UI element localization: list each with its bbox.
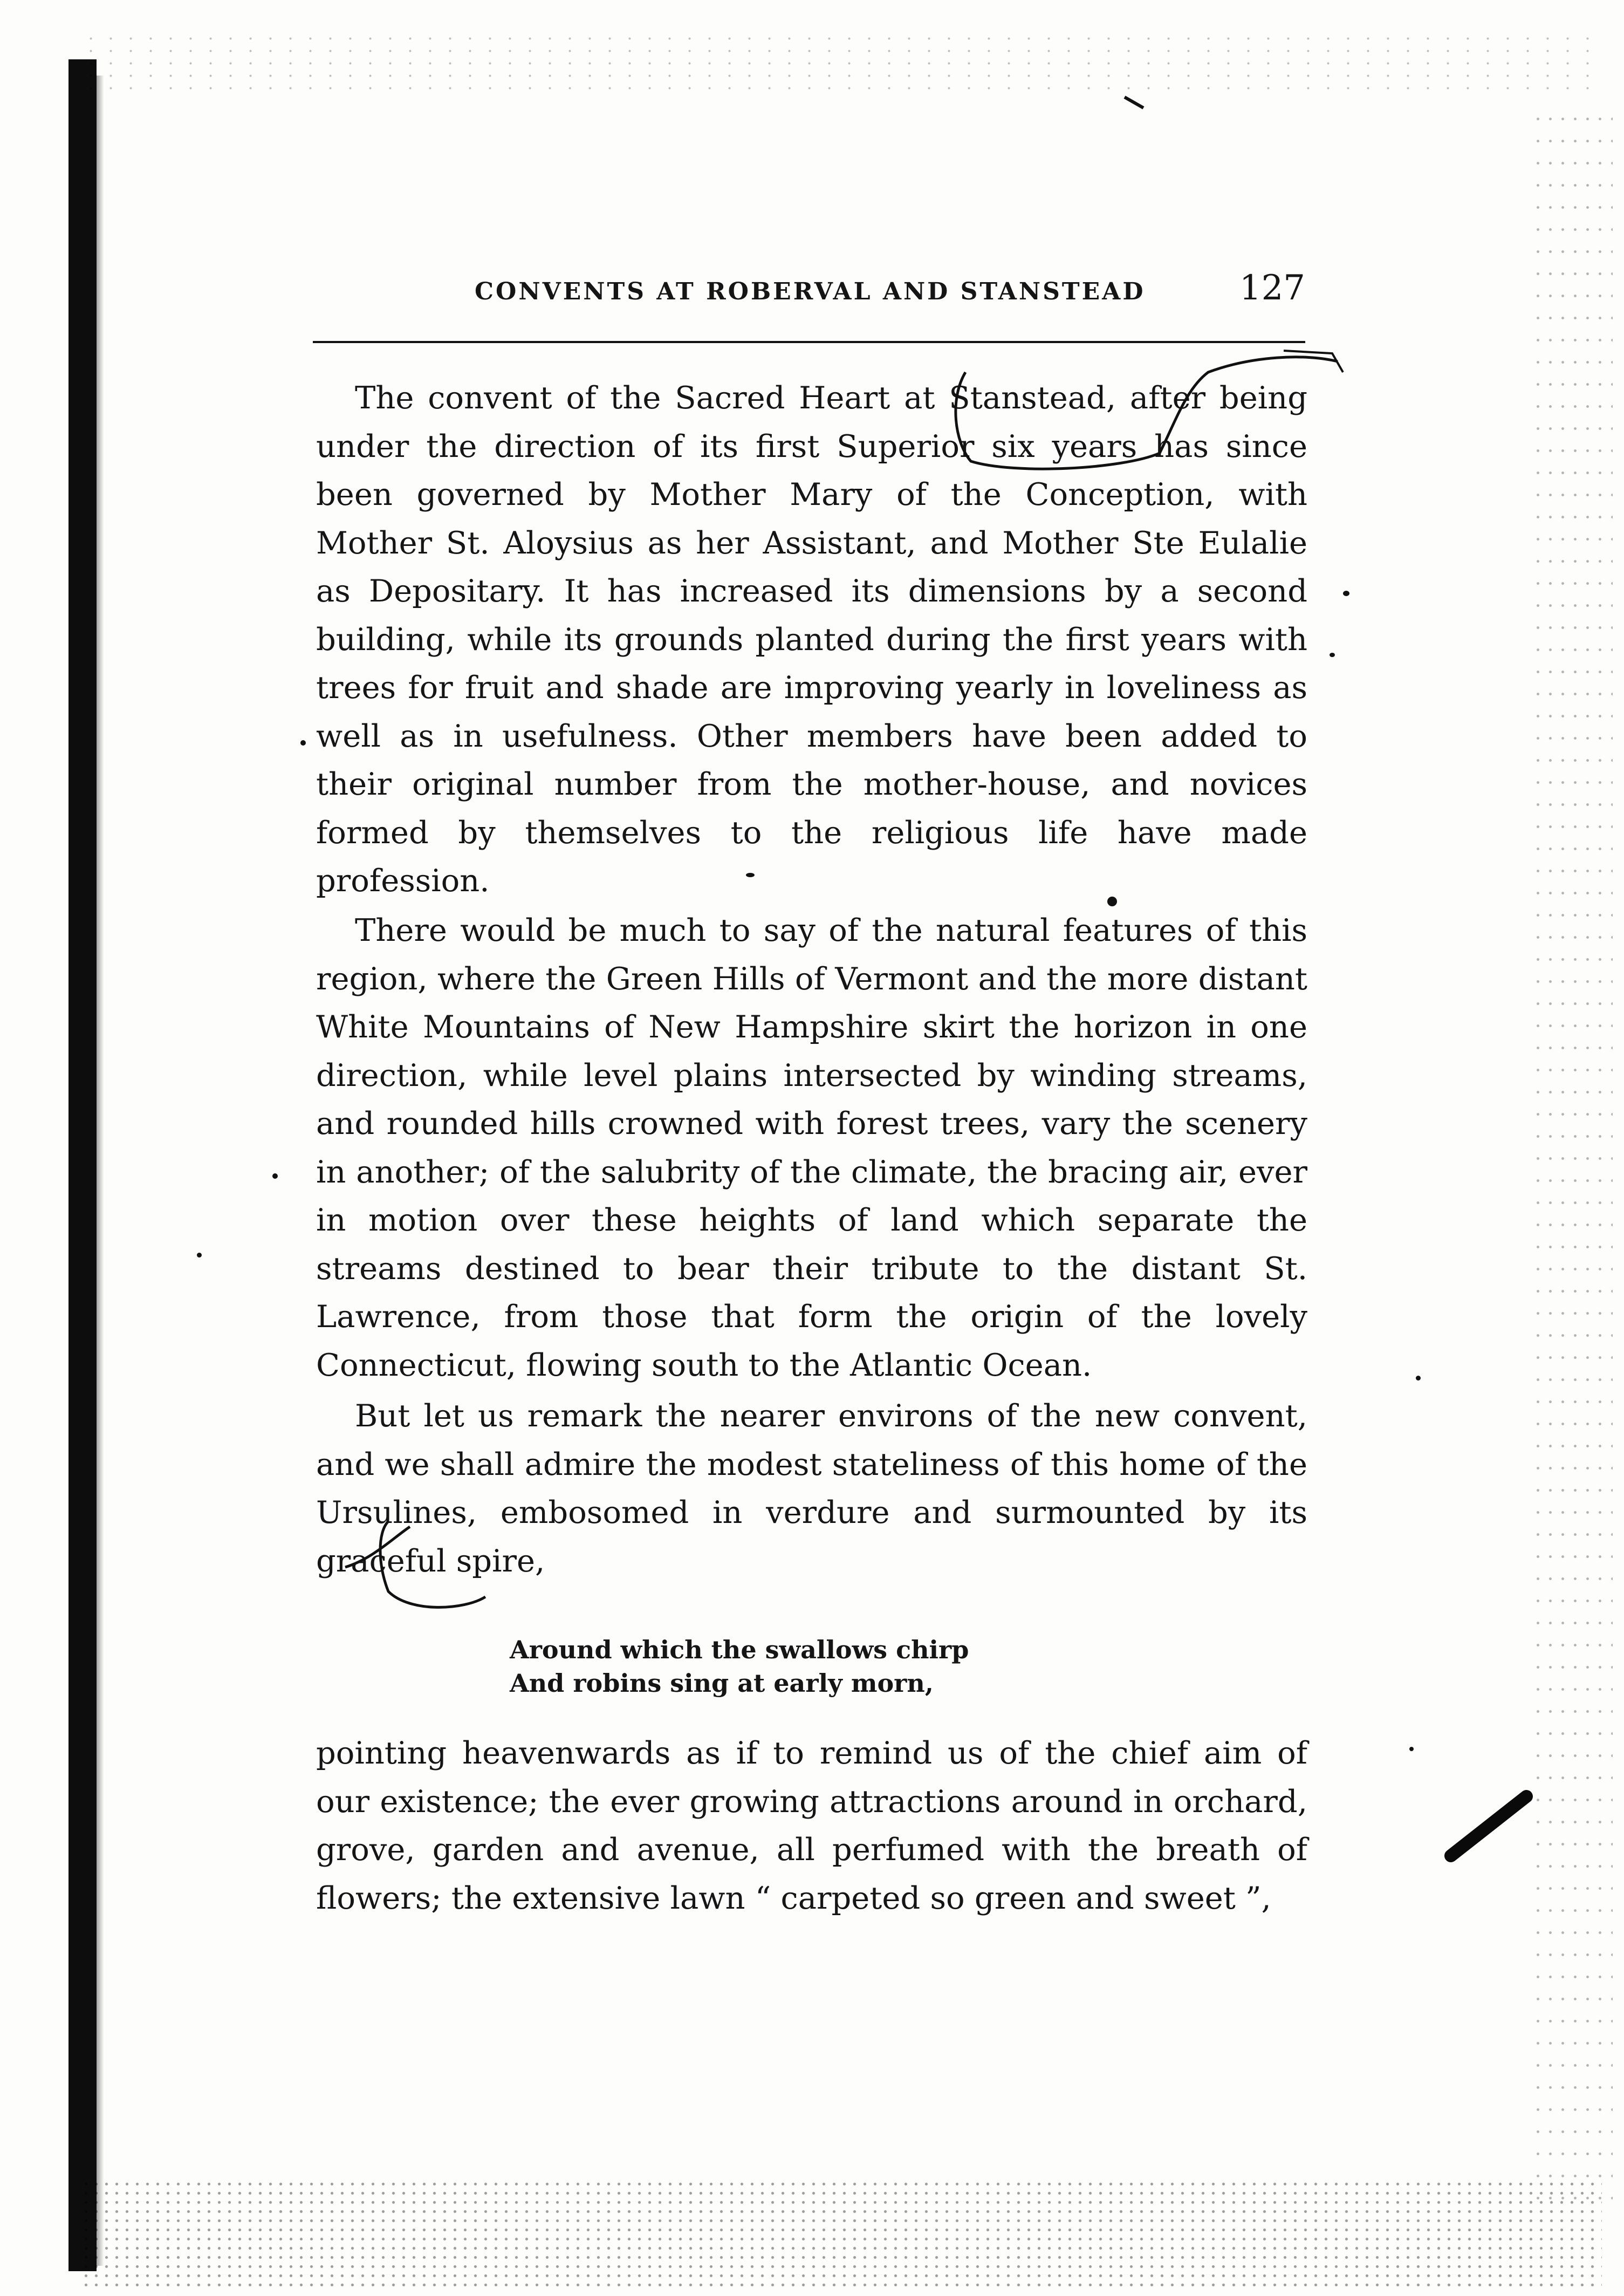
scan-noise-bottom — [81, 2179, 1602, 2287]
ink-dot-8 — [1416, 1376, 1421, 1381]
ink-dot-3 — [300, 740, 306, 746]
binding-shadow — [97, 76, 104, 2266]
scan-noise-right — [1532, 108, 1613, 2212]
verse-quote — [510, 1633, 1103, 1700]
pen-slash-right-margin — [1451, 1796, 1526, 1856]
ink-dot-6 — [1330, 653, 1335, 657]
paragraph-1: The convent of the Sacred Heart at Stanstead, after being under the direction of its first Superior six years has since been governed by Mother Mary of the Conception, with Mother St. Aloysius as her Assistant, and Mother Ste Eulalie as Depositary. It has increased its dimensions by a second building, while its grounds planted during the first years with trees for fruit and shade are improving yearly in loveliness as well as in usefulness. Other members have been added to their original number from the mother-house, and novices formed by themselves to the religious life have made profession. — [316, 380, 1307, 899]
paragraph-1-block — [316, 374, 1307, 905]
scan-noise-top — [81, 32, 1602, 97]
paragraph-3-block — [316, 1392, 1307, 1585]
ink-dot-4 — [272, 1173, 278, 1179]
running-head — [313, 268, 1305, 316]
ink-dot-7 — [1409, 1747, 1414, 1751]
paragraph-2-block — [316, 906, 1307, 1389]
pen-stroke-top-right — [1284, 351, 1343, 372]
paragraph-2: There would be much to say of the natural features of this region, where the Green Hills of Vermont and the more distant White Mountains of New Hampshire skirt the horizon in one direction, while level plains intersected by winding streams, and rounded hills crowned with forest trees, vary the scenery in another; of the salubrity of the climate, the bracing air, ever in motion over these heights of land which separate the streams destined to bear their tribute to the distant St. Lawrence, from those that form the origin of the lovely Connecticut, flowing south to the Atlantic Ocean. — [316, 912, 1307, 1383]
ink-dot-5 — [197, 1253, 202, 1258]
ink-dot-9 — [746, 873, 755, 877]
page-number: 127 — [1239, 268, 1305, 308]
verse-line-1: Around which the swallows chirp — [510, 1635, 969, 1664]
binding-edge — [68, 59, 97, 2271]
paragraph-4: pointing heavenwards as if to remind us of the chief aim of our existence; the ever growing attractions around in orchard, grove, garden and avenue, all perfumed with the breath of flowers; the extensive lawn “ carpeted so green and sweet ”, — [316, 1735, 1307, 1916]
header-rule — [313, 341, 1305, 343]
ink-dot-2 — [1343, 591, 1349, 596]
ink-dot-1 — [1107, 897, 1117, 906]
running-title: CONVENTS AT ROBERVAL AND STANSTEAD — [475, 278, 1146, 305]
paragraph-4-block — [316, 1729, 1307, 1922]
pen-tick-top — [1125, 97, 1143, 108]
paragraph-3: But let us remark the nearer environs of the new convent, and we shall admire the modest stateliness of this home of the Ursulines, embosomed in verdure and surmounted by its graceful spire, — [316, 1398, 1307, 1579]
verse-line-2: And robins sing at early morn, — [510, 1669, 934, 1698]
